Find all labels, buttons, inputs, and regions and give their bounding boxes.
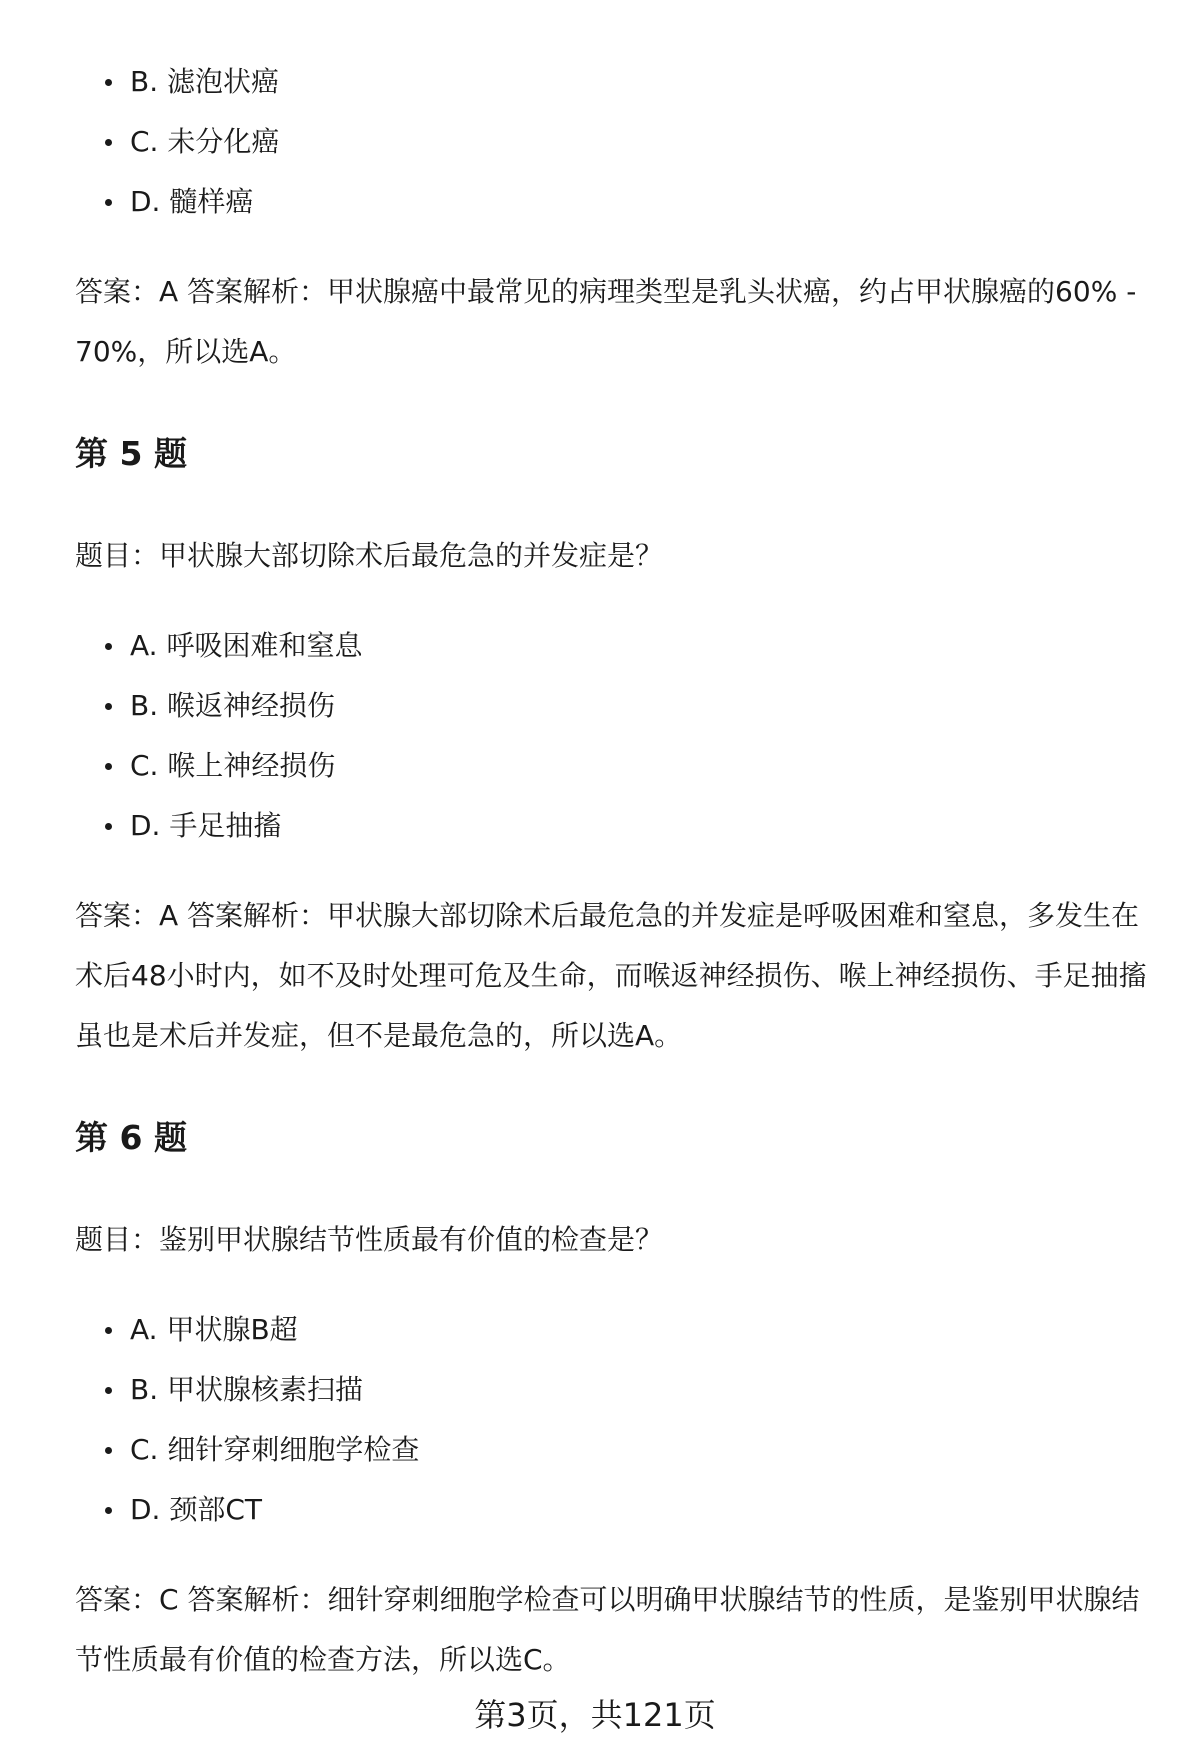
q4-answer: 答案：A 答案解析：甲状腺癌中最常见的病理类型是乳头状癌，约占甲状腺癌的60% - 70%，所以选A。	[75, 275, 1137, 368]
q5-question: 题目：甲状腺大部切除术后最危急的并发症是？	[75, 539, 664, 572]
q5-answer: 答案：A 答案解析：甲状腺大部切除术后最危急的并发症是呼吸困难和窒息，多发生在术后48小时内，如不及时处理可危及生命，而喉返神经损伤、喉上神经损伤、手足抽搐虽也是术后并发症，但不是最危急的，所以选A。	[75, 899, 1147, 1052]
q5-option-a: A. 呼吸困难和窒息	[75, 616, 1165, 676]
q6-option-d: D. 颈部CT	[75, 1480, 1165, 1540]
q6-options-list	[75, 1300, 1165, 1540]
page-number-footer: 第3页，共121页	[474, 1696, 716, 1734]
q4-options-list	[75, 52, 1165, 232]
q5-options-list	[75, 616, 1165, 856]
q6-option-b: B. 甲状腺核素扫描	[75, 1360, 1165, 1420]
q5-title: 第 5 题	[75, 434, 187, 473]
q6-option-a: A. 甲状腺B超	[75, 1300, 1165, 1360]
q6-option-c: C. 细针穿刺细胞学检查	[75, 1420, 1165, 1480]
q4-option-c: C. 未分化癌	[75, 112, 1165, 172]
q5-option-d: D. 手足抽搐	[75, 796, 1165, 856]
q4-option-d: D. 髓样癌	[75, 172, 1165, 232]
q6-title: 第 6 题	[75, 1118, 187, 1157]
q5-option-c: C. 喉上神经损伤	[75, 736, 1165, 796]
page-content	[75, 52, 1165, 1690]
q5-option-b: B. 喉返神经损伤	[75, 676, 1165, 736]
q6-answer: 答案：C 答案解析：细针穿刺细胞学检查可以明确甲状腺结节的性质，是鉴别甲状腺结节性质最有价值的检查方法，所以选C。	[75, 1583, 1140, 1676]
q6-question: 题目：鉴别甲状腺结节性质最有价值的检查是？	[75, 1223, 664, 1256]
q4-option-b: B. 滤泡状癌	[75, 52, 1165, 112]
